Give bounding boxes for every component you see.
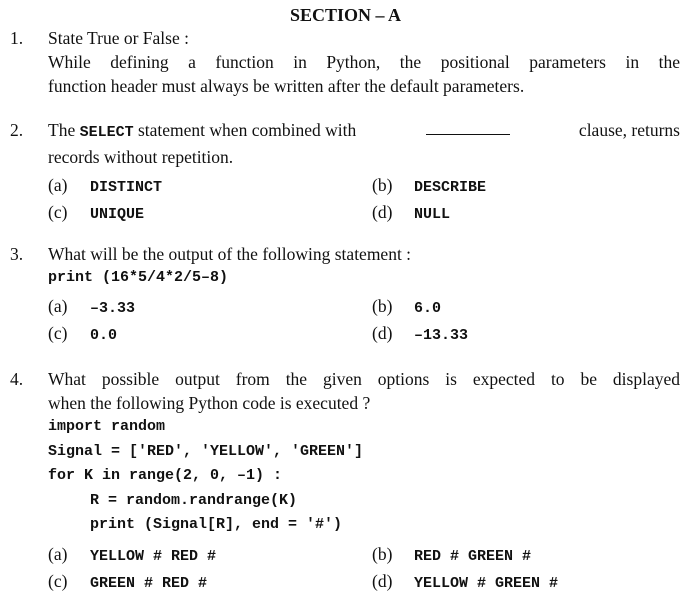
question-text: The SELECT statement when combined with — [48, 120, 357, 141]
question-number: 3. — [10, 244, 24, 264]
code-line: print (Signal[R], end = '#') — [90, 516, 343, 533]
blank-line — [426, 118, 510, 135]
option-d: (d) –13.33 — [372, 323, 469, 344]
code-line: import random — [48, 418, 166, 435]
section-title: SECTION – A — [289, 5, 402, 25]
option-b: (b) RED # GREEN # — [372, 543, 532, 565]
question-text-line: What will be the output of the following statement : — [48, 244, 412, 264]
question-text-line — [48, 118, 680, 145]
question-text: clause, returns — [578, 120, 680, 140]
option-d: (d) YELLOW # GREEN # — [372, 570, 559, 592]
option-c: (c) GREEN # RED # — [48, 570, 208, 592]
question-body — [48, 367, 680, 594]
code-line: for K in range(2, 0, –1) : — [48, 467, 283, 484]
select-keyword: SELECT — [79, 124, 134, 141]
option-a: (a) DISTINCT — [48, 175, 163, 196]
option-c: (c) 0.0 — [48, 323, 118, 344]
option-b: (b) DESCRIBE — [372, 175, 487, 196]
question-text-line: records without repetition. — [48, 147, 234, 167]
code-line: Signal = ['RED', 'YELLOW', 'GREEN'] — [48, 442, 364, 460]
question-body — [48, 26, 680, 98]
option-a: (a) –3.33 — [48, 296, 136, 317]
question-text-line: What possible output from the given options is expected to be displayed — [48, 369, 680, 389]
question-text-line: While defining a function in Python, the positional parameters in the — [48, 52, 680, 72]
question-body — [48, 242, 680, 346]
question-body — [48, 118, 680, 225]
options — [48, 540, 680, 594]
option-a: (a) YELLOW # RED # — [48, 543, 217, 565]
question-number: 1. — [10, 28, 24, 48]
code-block — [48, 415, 680, 538]
code-line: print (16*5/4*2/5–8) — [48, 269, 229, 286]
options — [48, 171, 680, 225]
options — [48, 292, 680, 346]
option-d: (d) NULL — [372, 202, 451, 223]
question-number: 2. — [10, 120, 24, 140]
question-text-line: when the following Python code is executed ? — [48, 393, 371, 413]
code-line: R = random.randrange(K) — [90, 491, 298, 509]
question-text-line: State True or False : — [48, 28, 189, 48]
question-number: 4. — [10, 369, 24, 389]
question-text-line: function header must always be written after the default parameters. — [48, 76, 525, 96]
option-c: (c) UNIQUE — [48, 202, 145, 223]
option-b: (b) 6.0 — [372, 296, 442, 317]
